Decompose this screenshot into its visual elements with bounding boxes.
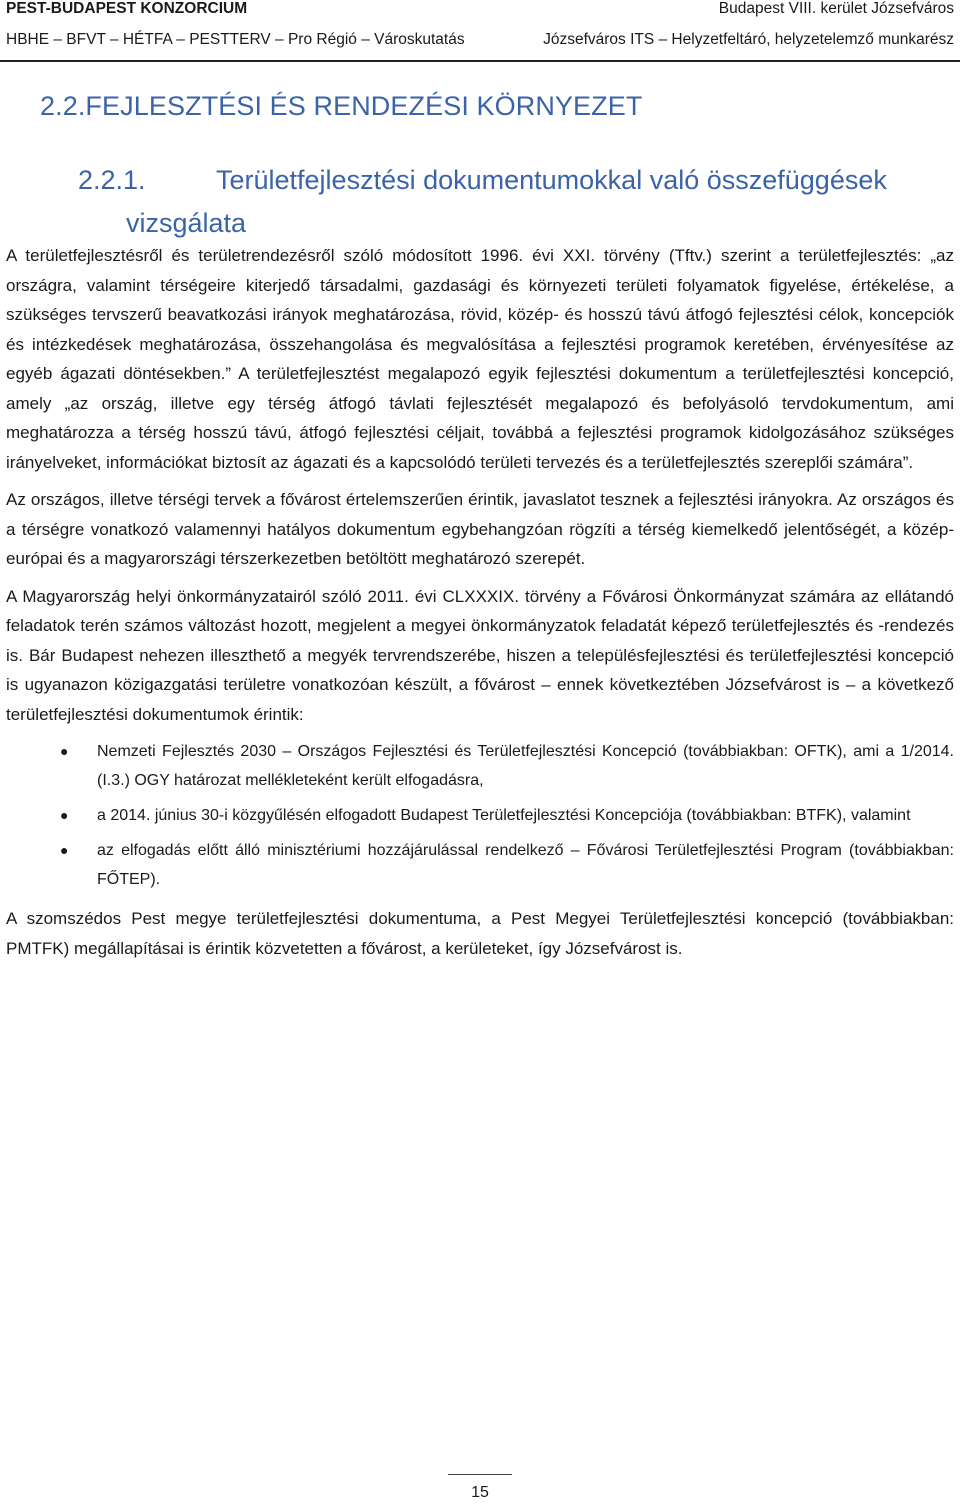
- document-body: [6, 241, 954, 971]
- consortium-members: HBHE – BFVT – HÉTFA – PESTTERV – Pro Régió – Városkutatás: [6, 31, 465, 48]
- bullet-icon: ●: [60, 842, 69, 858]
- subsection-title-line2: vizsgálata: [126, 208, 247, 238]
- page-number: 15: [471, 1484, 489, 1501]
- bullet-icon: ●: [60, 743, 69, 759]
- subsection-title-line1: Területfejlesztési dokumentumokkal való összefüggések: [216, 165, 887, 195]
- header-divider: [0, 60, 960, 62]
- bullet-icon: ●: [60, 807, 69, 823]
- consortium-name: PEST-BUDAPEST KONZORCIUM: [6, 0, 248, 17]
- closing-paragraph: A szomszédos Pest megye területfejlesztési dokumentuma, a Pest Megyei Területfejlesztési koncepció (továbbiakban: PMTFK) megállapításai is érintik közvetetten a fővárost, a kerületeket, így Józsefvárost is.: [6, 909, 954, 958]
- list-item: ● az elfogadás előtt álló minisztériumi hozzájárulással rendelkező – Fővárosi Területfejlesztési Program (továbbiakban: FŐTEP).: [6, 836, 954, 894]
- header-row-bottom: [6, 31, 954, 49]
- paragraph: A területfejlesztésről és területrendezésről szóló módosított 1996. évi XXI. törvény (Tftv.) szerint a területfejlesztés: „az országra, valamint térségeire kiterjedő társadalmi, gazdasági és környezeti területi folyamatok figyelése, értékelése, a szükséges tervszerű beavatkozási irányok meghatározása, rövid, közép- és hosszú távú átfogó fejlesztési célok, koncepciók és intézkedések meghatározása, összehangolása és megvalósítása a fejlesztési programok keretében, érvényesítése az egyéb ágazati döntésekben.” A területfejlesztést megalapozó egyik fejlesztési dokumentum a területfejlesztési koncepció, amely „az ország, illetve egy térség átfogó távlati fejlesztését megalapozó és befolyásoló tervdokumentum, ami meghatározza a térség hosszú távú, átfogó fejlesztési céljait, továbbá a fejlesztési programok kidolgozásához szükséges irányelveket, információkat biztosít az ágazati és a kapcsolódó területi tervezés és a területfejlesztés szereplői számára”.: [6, 246, 954, 472]
- paragraph: Az országos, illetve térségi tervek a fővárost értelemszerűen érintik, javaslatot tesznek a fejlesztési irányokra. Az országos és a térségre vonatkozó valamennyi hatályos dokumentum egybehangzóan rögzíti a térség kiemelkedő jelentőségét, a közép-európai és a magyarországi térszerkezetben betöltött meghatározó szerepét.: [6, 490, 954, 568]
- list-item: ● Nemzeti Fejlesztés 2030 – Országos Fejlesztési és Területfejlesztési Koncepció (továbbiakban: OFTK), ami a 1/2014. (I.3.) OGY határozat mellékleteként került elfogadásra,: [6, 737, 954, 795]
- page-header: [0, 0, 960, 62]
- subsection-heading: [78, 159, 948, 245]
- bullet-list: [6, 737, 954, 894]
- paragraph: A Magyarország helyi önkormányzatairól szóló 2011. évi CLXXXIX. törvény a Fővárosi Önkormányzat számára az ellátandó feladatok terén számos változást hozott, megjelent a megyei önkormányzatok feladatát képező területfejlesztés és -rendezés is. Bár Budapest nehezen illeszthető a megyék tervrendszerébe, hiszen a településfejlesztési és területfejlesztési koncepció is ugyanazon közigazgatási területre vonatkozóan készült, a fővárost – ennek következtében Józsefvárost is – a következő területfejlesztési dokumentumok érintik:: [6, 586, 954, 724]
- page-number-rule: [448, 1474, 512, 1475]
- district-name: Budapest VIII. kerület Józsefváros: [718, 0, 954, 17]
- section-heading: 2.2.FEJLESZTÉSI ÉS RENDEZÉSI KÖRNYEZET: [40, 91, 643, 121]
- list-item: ● a 2014. június 30-i közgyűlésén elfogadott Budapest Területfejlesztési Koncepciója (továbbiakban: BTFK), valamint: [6, 801, 954, 830]
- header-row-top: [6, 0, 954, 18]
- subsection-number: 2.2.1.: [78, 165, 146, 195]
- document-part: Józsefváros ITS – Helyzetfeltáró, helyzetelemző munkarész: [543, 31, 954, 48]
